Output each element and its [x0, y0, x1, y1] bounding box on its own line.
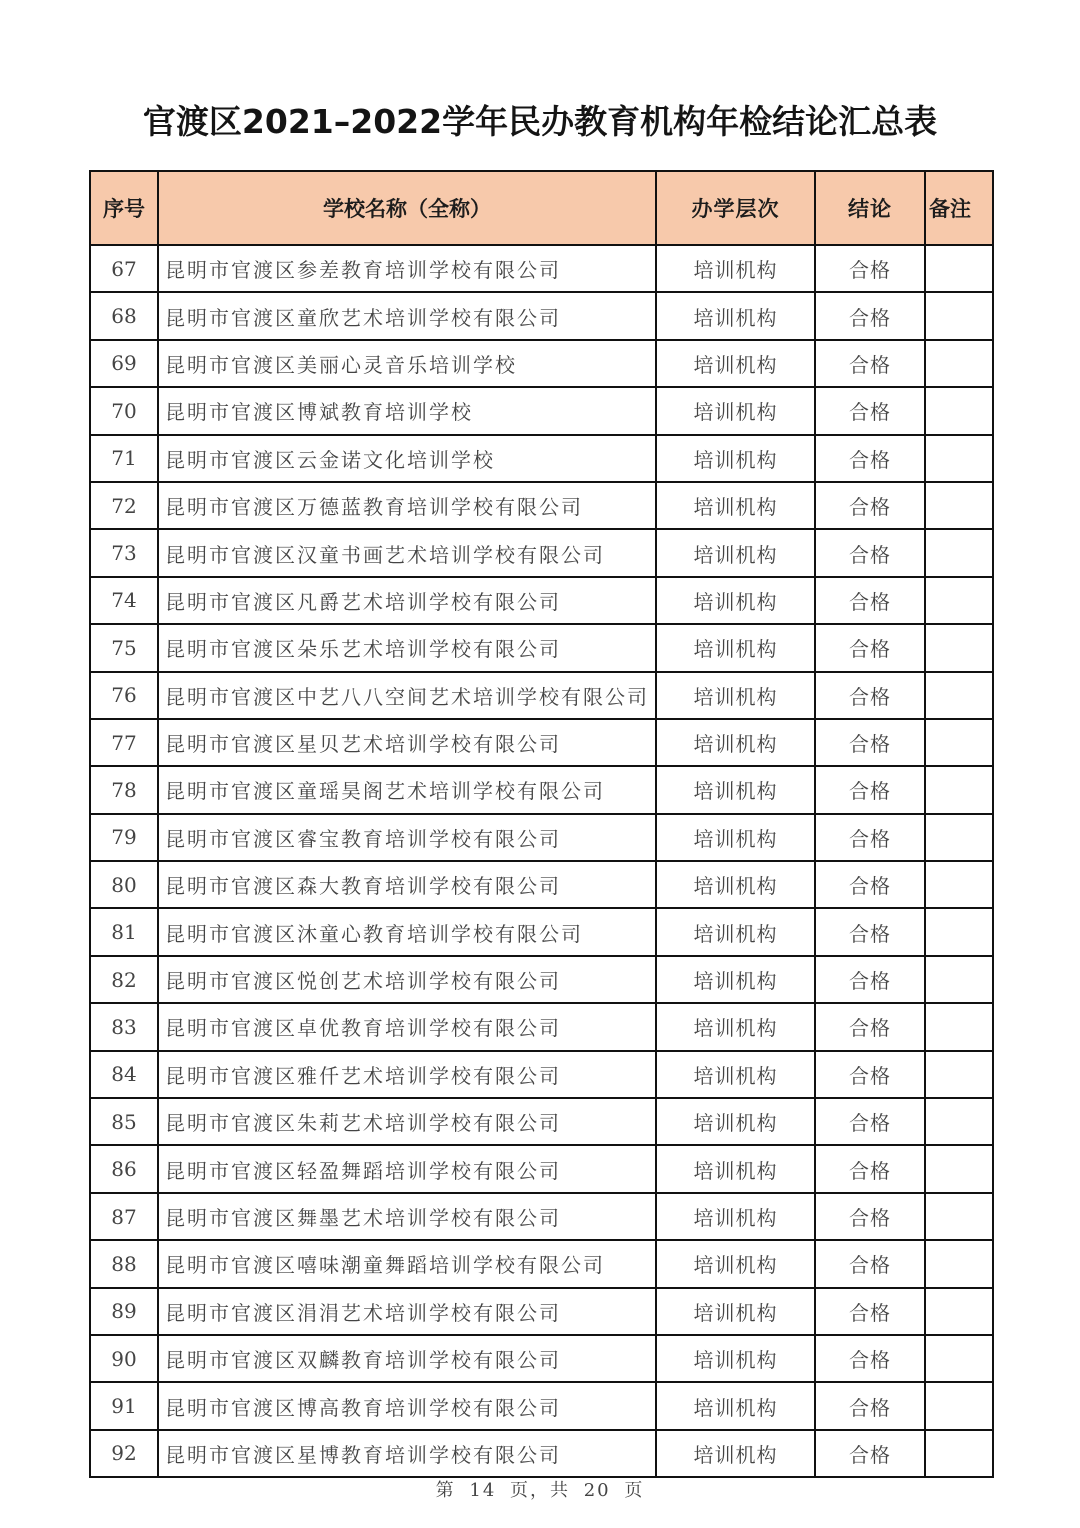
cell-serial-number: 77 — [90, 719, 158, 766]
cell-school-name: 昆明市官渡区轻盈舞蹈培训学校有限公司 — [158, 1145, 656, 1192]
cell-serial-number: 79 — [90, 814, 158, 861]
table-row — [90, 814, 993, 861]
cell-remarks — [925, 908, 993, 955]
cell-school-name: 昆明市官渡区悦创艺术培训学校有限公司 — [158, 956, 656, 1003]
cell-school-name: 昆明市官渡区森大教育培训学校有限公司 — [158, 861, 656, 908]
table-row — [90, 387, 993, 434]
cell-school-name: 昆明市官渡区朱莉艺术培训学校有限公司 — [158, 1098, 656, 1145]
summary-table — [89, 170, 994, 1478]
cell-school-level: 培训机构 — [656, 245, 815, 292]
table-row — [90, 529, 993, 576]
cell-school-level: 培训机构 — [656, 482, 815, 529]
cell-school-level: 培训机构 — [656, 766, 815, 813]
cell-school-name: 昆明市官渡区嘻味潮童舞蹈培训学校有限公司 — [158, 1240, 656, 1287]
table-row — [90, 340, 993, 387]
cell-remarks — [925, 766, 993, 813]
cell-school-level: 培训机构 — [656, 956, 815, 1003]
cell-remarks — [925, 292, 993, 339]
cell-school-level: 培训机构 — [656, 1382, 815, 1429]
cell-school-level: 培训机构 — [656, 577, 815, 624]
cell-serial-number: 71 — [90, 435, 158, 482]
cell-school-level: 培训机构 — [656, 1098, 815, 1145]
cell-conclusion: 合格 — [815, 1145, 925, 1192]
table-row — [90, 1003, 993, 1050]
header-conclusion: 结论 — [815, 171, 925, 245]
table-row — [90, 435, 993, 482]
cell-school-name: 昆明市官渡区睿宝教育培训学校有限公司 — [158, 814, 656, 861]
header-school-name: 学校名称（全称） — [158, 171, 656, 245]
cell-school-level: 培训机构 — [656, 719, 815, 766]
cell-conclusion: 合格 — [815, 1335, 925, 1382]
cell-serial-number: 69 — [90, 340, 158, 387]
cell-remarks — [925, 1051, 993, 1098]
cell-serial-number: 84 — [90, 1051, 158, 1098]
cell-serial-number: 78 — [90, 766, 158, 813]
cell-conclusion: 合格 — [815, 1288, 925, 1335]
cell-remarks — [925, 1145, 993, 1192]
cell-school-level: 培训机构 — [656, 1003, 815, 1050]
cell-conclusion: 合格 — [815, 292, 925, 339]
cell-serial-number: 92 — [90, 1430, 158, 1477]
cell-serial-number: 86 — [90, 1145, 158, 1192]
cell-serial-number: 87 — [90, 1193, 158, 1240]
cell-conclusion: 合格 — [815, 766, 925, 813]
cell-school-level: 培训机构 — [656, 529, 815, 576]
cell-school-name: 昆明市官渡区博斌教育培训学校 — [158, 387, 656, 434]
table-row — [90, 624, 993, 671]
cell-remarks — [925, 624, 993, 671]
cell-remarks — [925, 340, 993, 387]
cell-remarks — [925, 672, 993, 719]
cell-conclusion: 合格 — [815, 435, 925, 482]
table-row — [90, 908, 993, 955]
page-footer: 第 14 页，共 20 页 — [435, 1480, 645, 1501]
cell-serial-number: 80 — [90, 861, 158, 908]
cell-remarks — [925, 1335, 993, 1382]
cell-remarks — [925, 1430, 993, 1477]
cell-school-name: 昆明市官渡区万德蓝教育培训学校有限公司 — [158, 482, 656, 529]
cell-school-level: 培训机构 — [656, 1240, 815, 1287]
cell-conclusion: 合格 — [815, 1051, 925, 1098]
table-row — [90, 1240, 993, 1287]
cell-school-level: 培训机构 — [656, 1335, 815, 1382]
cell-school-name: 昆明市官渡区云金诺文化培训学校 — [158, 435, 656, 482]
cell-serial-number: 75 — [90, 624, 158, 671]
cell-remarks — [925, 1288, 993, 1335]
cell-conclusion: 合格 — [815, 1193, 925, 1240]
cell-serial-number: 73 — [90, 529, 158, 576]
cell-serial-number: 67 — [90, 245, 158, 292]
cell-school-name: 昆明市官渡区星贝艺术培训学校有限公司 — [158, 719, 656, 766]
cell-remarks — [925, 482, 993, 529]
cell-conclusion: 合格 — [815, 861, 925, 908]
cell-conclusion: 合格 — [815, 814, 925, 861]
table-row — [90, 1288, 993, 1335]
cell-serial-number: 91 — [90, 1382, 158, 1429]
table-row — [90, 292, 993, 339]
cell-serial-number: 82 — [90, 956, 158, 1003]
cell-school-name: 昆明市官渡区涓涓艺术培训学校有限公司 — [158, 1288, 656, 1335]
cell-school-name: 昆明市官渡区卓优教育培训学校有限公司 — [158, 1003, 656, 1050]
cell-school-name: 昆明市官渡区中艺八八空间艺术培训学校有限公司 — [158, 672, 656, 719]
table-row — [90, 577, 993, 624]
cell-remarks — [925, 387, 993, 434]
table-row — [90, 1051, 993, 1098]
cell-conclusion: 合格 — [815, 1098, 925, 1145]
cell-remarks — [925, 1003, 993, 1050]
table-body — [90, 245, 993, 1477]
table-row — [90, 1145, 993, 1192]
cell-school-level: 培训机构 — [656, 387, 815, 434]
cell-school-name: 昆明市官渡区汉童书画艺术培训学校有限公司 — [158, 529, 656, 576]
cell-school-name: 昆明市官渡区凡爵艺术培训学校有限公司 — [158, 577, 656, 624]
cell-school-name: 昆明市官渡区雅仟艺术培训学校有限公司 — [158, 1051, 656, 1098]
cell-serial-number: 90 — [90, 1335, 158, 1382]
header-remarks: 备注 — [925, 171, 993, 245]
cell-serial-number: 72 — [90, 482, 158, 529]
cell-school-level: 培训机构 — [656, 624, 815, 671]
table-row — [90, 861, 993, 908]
cell-serial-number: 83 — [90, 1003, 158, 1050]
cell-school-name: 昆明市官渡区舞墨艺术培训学校有限公司 — [158, 1193, 656, 1240]
cell-conclusion: 合格 — [815, 1240, 925, 1287]
cell-school-level: 培训机构 — [656, 292, 815, 339]
header-serial-number: 序号 — [90, 171, 158, 245]
cell-school-name: 昆明市官渡区博高教育培训学校有限公司 — [158, 1382, 656, 1429]
cell-remarks — [925, 1240, 993, 1287]
cell-conclusion: 合格 — [815, 387, 925, 434]
cell-conclusion: 合格 — [815, 956, 925, 1003]
cell-school-level: 培训机构 — [656, 340, 815, 387]
table-row — [90, 672, 993, 719]
cell-school-level: 培训机构 — [656, 1430, 815, 1477]
cell-conclusion: 合格 — [815, 1430, 925, 1477]
cell-conclusion: 合格 — [815, 245, 925, 292]
cell-school-name: 昆明市官渡区童瑶昊阁艺术培训学校有限公司 — [158, 766, 656, 813]
cell-school-level: 培训机构 — [656, 1288, 815, 1335]
cell-conclusion: 合格 — [815, 340, 925, 387]
cell-remarks — [925, 529, 993, 576]
cell-school-level: 培训机构 — [656, 861, 815, 908]
cell-school-level: 培训机构 — [656, 814, 815, 861]
table-row — [90, 482, 993, 529]
cell-serial-number: 81 — [90, 908, 158, 955]
cell-remarks — [925, 1193, 993, 1240]
document-title: 官渡区2021–2022学年民办教育机构年检结论汇总表 — [142, 102, 938, 141]
table-header-row — [90, 171, 993, 245]
cell-serial-number: 89 — [90, 1288, 158, 1335]
cell-conclusion: 合格 — [815, 577, 925, 624]
cell-school-name: 昆明市官渡区沐童心教育培训学校有限公司 — [158, 908, 656, 955]
cell-serial-number: 68 — [90, 292, 158, 339]
cell-remarks — [925, 577, 993, 624]
cell-school-name: 昆明市官渡区美丽心灵音乐培训学校 — [158, 340, 656, 387]
table-row — [90, 1335, 993, 1382]
cell-serial-number: 88 — [90, 1240, 158, 1287]
table-row — [90, 1382, 993, 1429]
table-row — [90, 1098, 993, 1145]
cell-serial-number: 70 — [90, 387, 158, 434]
cell-remarks — [925, 1382, 993, 1429]
cell-remarks — [925, 1098, 993, 1145]
cell-remarks — [925, 814, 993, 861]
cell-school-name: 昆明市官渡区星博教育培训学校有限公司 — [158, 1430, 656, 1477]
cell-serial-number: 85 — [90, 1098, 158, 1145]
cell-conclusion: 合格 — [815, 1003, 925, 1050]
cell-remarks — [925, 435, 993, 482]
table-row — [90, 719, 993, 766]
cell-conclusion: 合格 — [815, 529, 925, 576]
cell-school-level: 培训机构 — [656, 1193, 815, 1240]
cell-conclusion: 合格 — [815, 624, 925, 671]
cell-remarks — [925, 719, 993, 766]
table-row — [90, 245, 993, 292]
cell-school-level: 培训机构 — [656, 1145, 815, 1192]
cell-school-level: 培训机构 — [656, 435, 815, 482]
cell-conclusion: 合格 — [815, 1382, 925, 1429]
table-row — [90, 956, 993, 1003]
cell-school-level: 培训机构 — [656, 672, 815, 719]
cell-conclusion: 合格 — [815, 482, 925, 529]
cell-remarks — [925, 245, 993, 292]
cell-school-level: 培训机构 — [656, 908, 815, 955]
cell-serial-number: 76 — [90, 672, 158, 719]
table-row — [90, 1430, 993, 1477]
cell-remarks — [925, 861, 993, 908]
cell-conclusion: 合格 — [815, 719, 925, 766]
cell-school-level: 培训机构 — [656, 1051, 815, 1098]
header-school-level: 办学层次 — [656, 171, 815, 245]
cell-conclusion: 合格 — [815, 672, 925, 719]
cell-school-name: 昆明市官渡区朵乐艺术培训学校有限公司 — [158, 624, 656, 671]
cell-remarks — [925, 956, 993, 1003]
cell-school-name: 昆明市官渡区童欣艺术培训学校有限公司 — [158, 292, 656, 339]
cell-school-name: 昆明市官渡区双麟教育培训学校有限公司 — [158, 1335, 656, 1382]
table-row — [90, 1193, 993, 1240]
table-row — [90, 766, 993, 813]
cell-school-name: 昆明市官渡区参差教育培训学校有限公司 — [158, 245, 656, 292]
cell-conclusion: 合格 — [815, 908, 925, 955]
cell-serial-number: 74 — [90, 577, 158, 624]
